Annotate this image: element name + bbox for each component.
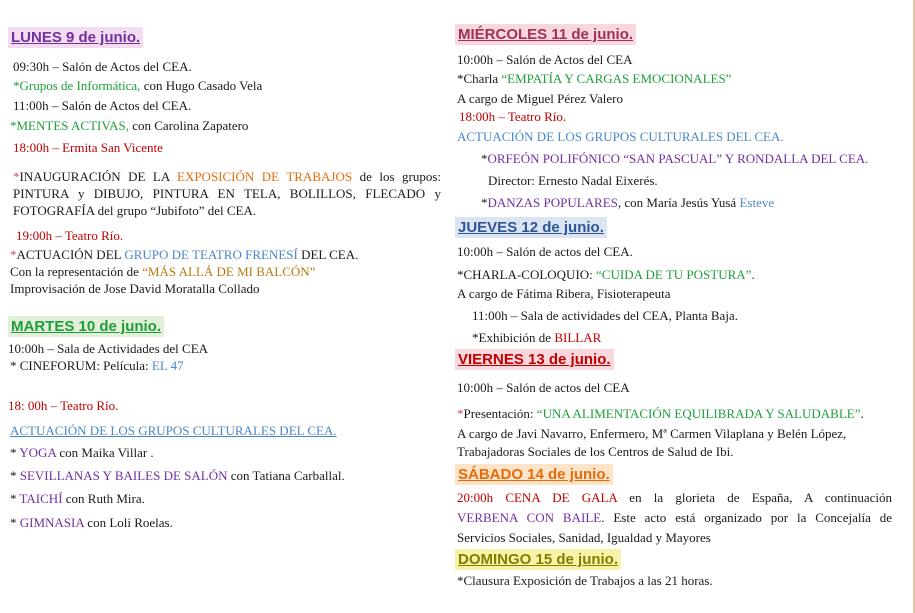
bullet: *: [10, 515, 20, 530]
glorieta: en la glorieta de España, A continuación: [617, 490, 893, 505]
sabado-line-1: [457, 490, 892, 506]
grupos-informatica: *Grupos de Informática,: [13, 78, 141, 93]
lunes-line-8: FOTOGRAFÍA del grupo “Jubifoto” del CEA.: [13, 203, 257, 218]
billar: BILLAR: [554, 330, 602, 345]
el-47: EL 47: [151, 358, 184, 373]
sabado-line-3: Servicios Sociales, Sanidad, Igualdad y Mayores: [457, 530, 711, 545]
alimentacion: “UNA ALIMENTACIÓN EQUILIBRADA Y SALUDABLE”: [536, 406, 861, 421]
inauguracion: INAUGURACIÓN DE LA: [19, 169, 177, 184]
de-los-grupos: de los grupos:: [352, 169, 441, 184]
con-representacion: Con la representación de: [10, 264, 143, 279]
martes-line-1: 10:00h – Sala de Actividades del CEA: [8, 341, 209, 356]
lunes-line-12: Improvisación de Jose David Moratalla Collado: [10, 281, 260, 296]
sevillanas-teacher: con Tatiana Carballal.: [227, 468, 345, 483]
miercoles-line-3: A cargo de Miguel Pérez Valero: [457, 91, 623, 106]
viernes-line-3: A cargo de Javi Navarro, Enfermero, Mª Carmen Vilaplana y Belén López,: [457, 426, 847, 441]
martes-line-2: [10, 358, 184, 374]
miercoles-heading: MIÉRCOLES 11 de junio.: [455, 24, 636, 45]
taichi: TAICHÍ: [19, 491, 63, 506]
asterisk: *: [481, 151, 488, 166]
lunes-line-2-text: con Hugo Casado Vela: [140, 78, 263, 93]
presentacion: Presentación:: [463, 406, 537, 421]
miercoles-line-7: Director: Ernesto Nadal Eixerés.: [488, 173, 658, 188]
organizado: . Este acto está organizado por la Concejalía de: [601, 510, 893, 525]
jueves-line-2: [457, 267, 755, 283]
asterisk: *: [457, 406, 464, 421]
lunes-line-6: [13, 169, 441, 185]
lunes-line-9: 19:00h – Teatro Río.: [16, 228, 124, 243]
jueves-line-5: [472, 330, 601, 346]
empatia: “EMPATÍA Y CARGAS EMOCIONALES”: [501, 71, 732, 86]
miercoles-line-6: [481, 151, 868, 167]
yoga-teacher: con Maika Villar .: [56, 445, 154, 460]
martes-heading: MARTES 10 de junio.: [8, 316, 164, 337]
lunes-line-4-text: con Carolina Zapatero: [128, 118, 249, 133]
viernes-heading: VIERNES 13 de junio.: [455, 349, 614, 370]
actuacion-del: ACTUACIÓN DEL: [16, 247, 125, 262]
culturales-cea: CULTURALES DEL CEA.: [192, 423, 337, 438]
martes-line-5: [10, 445, 154, 461]
lunes-line-3: 11:00h – Salón de Actos del CEA.: [13, 98, 192, 113]
cuida-postura: “CUIDA DE TU POSTURA”: [596, 267, 752, 282]
sabado-heading: SÁBADO 14 de junio.: [455, 464, 613, 485]
lunes-line-4: [10, 118, 248, 134]
exposicion-trabajos: EXPOSICIÓN DE TRABAJOS: [177, 169, 353, 184]
mentes-activas: *MENTES ACTIVAS,: [10, 118, 129, 133]
asterisk: *: [10, 247, 17, 262]
lunes-line-2: [13, 78, 262, 94]
martes-line-3: 18: 00h – Teatro Río.: [8, 398, 119, 413]
miercoles-line-4: 18:00h – Teatro Río.: [459, 109, 567, 124]
lunes-line-11: [10, 264, 315, 280]
sabado-line-2: [457, 510, 892, 526]
martes-line-4: [10, 423, 337, 439]
verbena: VERBENA CON BAILE: [457, 510, 602, 525]
viernes-line-4: Trabajadoras Sociales de los Centros de Salud de Ibi.: [457, 444, 734, 459]
orfeon: ORFEÓN POLIFÓNICO “SAN PASCUAL”: [487, 151, 723, 166]
jueves-line-3: A cargo de Fátima Ribera, Fisioterapeuta: [457, 286, 671, 301]
miercoles-line-2: [457, 71, 731, 87]
esteve: Esteve: [739, 195, 775, 210]
period: .: [860, 406, 864, 421]
rondalla: RONDALLA DEL CEA.: [737, 151, 869, 166]
gimnasia: GIMNASIA: [19, 515, 85, 530]
del-cea: DEL CEA.: [297, 247, 359, 262]
grupo-teatro-frenesi: GRUPO DE TEATRO FRENESÍ: [124, 247, 298, 262]
domingo-heading: DOMINGO 15 de junio.: [455, 549, 621, 570]
bullet: *: [10, 468, 20, 483]
domingo-line-1: *Clausura Exposición de Trabajos a las 21 horas.: [457, 573, 713, 588]
bullet: *: [10, 491, 20, 506]
lunes-line-5: 18:00h – Ermita San Vicente: [13, 140, 163, 155]
sevillanas: SEVILLANAS Y BAILES DE SALÓN: [19, 468, 228, 483]
period: .: [751, 267, 755, 282]
lunes-line-10: [10, 247, 358, 263]
cena-gala: CENA DE GALA: [493, 490, 618, 505]
jueves-line-4: 11:00h – Sala de actividades del CEA, Planta Baja.: [472, 308, 738, 323]
taichi-teacher: con Ruth Mira.: [62, 491, 145, 506]
lunes-heading: LUNES 9 de junio.: [8, 27, 143, 48]
jueves-heading: JUEVES 12 de junio.: [455, 217, 607, 238]
danzas-populares: DANZAS POPULARES: [487, 195, 618, 210]
lunes-line-1: 09:30h – Salón de Actos del CEA.: [13, 59, 192, 74]
exhibicion: *Exhibición de: [472, 330, 555, 345]
asterisk: *: [481, 195, 488, 210]
grupos-list: PINTURA y DIBUJO, PINTURA EN TELA, BOLILLOS, FLECADO y: [13, 186, 441, 201]
martes-line-6: [10, 468, 345, 484]
charla: *Charla: [457, 71, 502, 86]
miercoles-line-1: 10:00h – Salón de Actos del CEA: [457, 52, 633, 67]
cineforum: * CINEFORUM: Película:: [10, 358, 152, 373]
miercoles-line-8: [481, 195, 774, 211]
martes-line-7: [10, 491, 145, 507]
danzas-teacher: , con María Jesús Yusá: [617, 195, 740, 210]
jueves-line-1: 10:00h – Salón de actos del CEA.: [457, 244, 633, 259]
miercoles-line-5: ACTUACIÓN DE LOS GRUPOS CULTURALES DEL CEA.: [457, 129, 784, 144]
martes-line-8: [10, 515, 173, 531]
mas-alla-balcon: “MÁS ALLÁ DE MI BALCÓN”: [142, 264, 316, 279]
viernes-line-1: 10:00h – Salón de actos del CEA: [457, 380, 630, 395]
actuacion-grupos: ACTUACIÓN DE LOS GRUPOS: [10, 423, 193, 438]
gimnasia-teacher: con Loli Roelas.: [84, 515, 173, 530]
bullet: *: [10, 445, 20, 460]
lunes-line-7: [13, 186, 441, 202]
y: Y: [722, 151, 738, 166]
charla-coloquio: *CHARLA-COLOQUIO:: [457, 267, 597, 282]
sabado-time: 20:00h: [457, 490, 494, 505]
asterisk: *: [13, 169, 20, 184]
viernes-line-2: [457, 406, 864, 422]
yoga: YOGA: [19, 445, 57, 460]
